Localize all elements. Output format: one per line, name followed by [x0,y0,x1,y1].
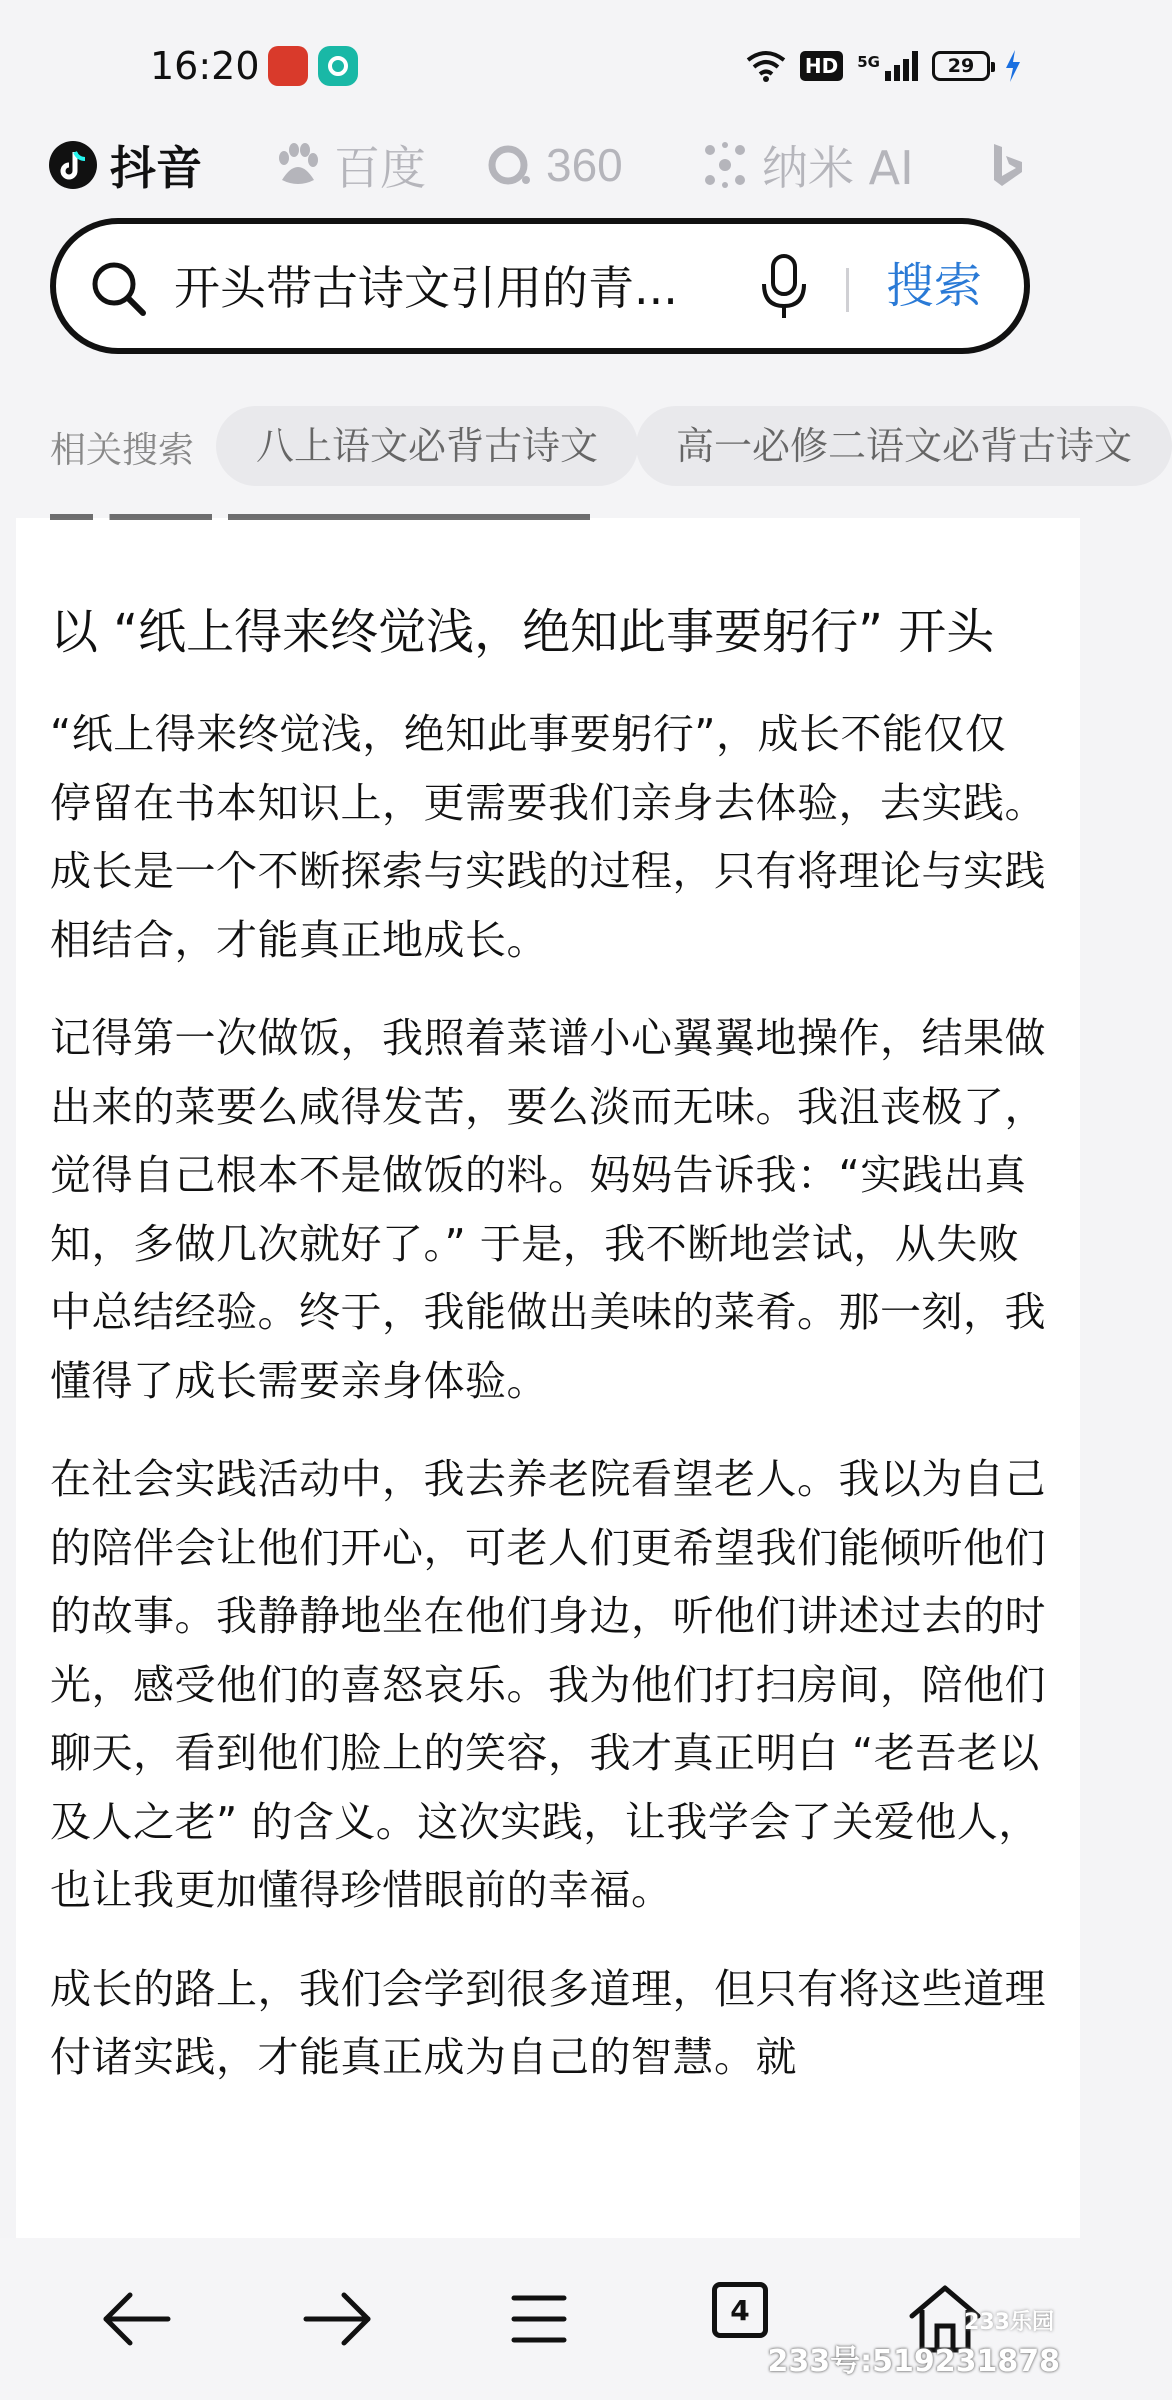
engine-label: 百度 [334,141,426,195]
related-searches [0,398,1133,494]
app-notification-icon [268,46,308,86]
arrow-left-icon [92,2274,182,2364]
status-indicators [746,46,1022,86]
360-icon [484,140,534,190]
search-divider [846,268,849,312]
search-input[interactable]: 开头带古诗文引用的青... [174,261,678,315]
engine-label: 抖音 [110,141,202,195]
engine-tab-bing[interactable] [982,120,1044,210]
article-paragraph: “纸上得来终觉浅，绝知此事要躬行”，成长不能仅仅停留在书本知识上，更需要我们亲身去体验，去实践。成长是一个不断探索与实践的过程，只有将理论与实践相结合，才能真正地成长。 [50,710,1046,964]
clipped-text-line [50,496,590,536]
status-time: 16:20 [150,44,260,88]
signal-icon [857,51,918,81]
tab-count: 4 [730,2293,750,2327]
watermark-logo: 233乐园 [964,2310,1054,2335]
related-searches-label: 相关搜索 [50,430,195,471]
network-type: 5G [857,53,880,71]
arrow-right-icon [292,2274,382,2364]
forward-button[interactable] [292,2274,382,2364]
wifi-icon [746,50,786,82]
bottom-nav [0,2238,1080,2400]
battery-icon [932,51,990,81]
charging-icon [1004,50,1022,82]
engine-tab-nami-ai[interactable] [700,120,914,210]
related-chip[interactable]: 高一必修二语文必背古诗文 [636,406,1172,486]
engine-tab-360[interactable] [484,120,623,210]
engine-tabs [0,120,1080,210]
hd-badge: HD [800,51,843,81]
related-chip[interactable]: 八上语文必背古诗文 [216,406,638,486]
nami-ai-icon [700,140,750,190]
status-bar [0,0,1080,120]
menu-icon [494,2274,584,2364]
engine-label: 纳米 AI [762,141,914,195]
menu-button[interactable] [494,2274,584,2364]
microphone-icon[interactable] [756,252,812,322]
bing-icon [982,140,1032,190]
baidu-paw-icon [272,140,322,190]
article-paragraph: 记得第一次做饭，我照着菜谱小心翼翼地操作，结果做出来的菜要么咸得发苦，要么淡而无味。我沮丧极了，觉得自己根本不是做饭的料。妈妈告诉我：“实践出真知，多做几次就好了。” 于是，我不断地尝试，从失败中总结经验。终于，我能做出美味的菜肴。那一刻，我懂得了成长需要亲身体验。 [50,1014,1046,1405]
engine-tab-douyin[interactable] [48,120,202,210]
engine-tab-baidu[interactable] [272,120,426,210]
tabs-button[interactable] [712,2282,768,2338]
douyin-icon [48,140,98,190]
message-notification-icon [318,46,358,86]
search-box[interactable] [50,218,1030,354]
article-paragraph: 在社会实践活动中，我去养老院看望老人。我以为自己的陪伴会让他们开心，可老人们更希望我们能倾听他们的故事。我静静地坐在他们身边，听他们讲述过去的时光，感受他们的喜怒哀乐。我为他们打扫房间，陪他们聊天，看到他们脸上的笑容，我才真正明白 “老吾老以及人之老” 的含义。这次实践，让我学会了关爱他人，也让我更加懂得珍惜眼前的幸福。 [50,1455,1046,1914]
article-paragraph: 成长的路上，我们会学到很多道理，但只有将这些道理付诸实践，才能真正成为自己的智慧。就 [50,1964,1046,2081]
article-heading: 以 “纸上得来终觉浅，绝知此事要躬行” 开头 [50,604,995,660]
battery-level: 29 [947,55,975,77]
search-button[interactable]: 搜索 [886,258,983,314]
search-icon [88,258,148,318]
article-content [16,518,1080,2238]
article-body [50,700,1046,2122]
engine-label: 360 [546,139,623,191]
watermark-text: 233号:519231878 [767,2344,1060,2379]
back-button[interactable] [92,2274,182,2364]
